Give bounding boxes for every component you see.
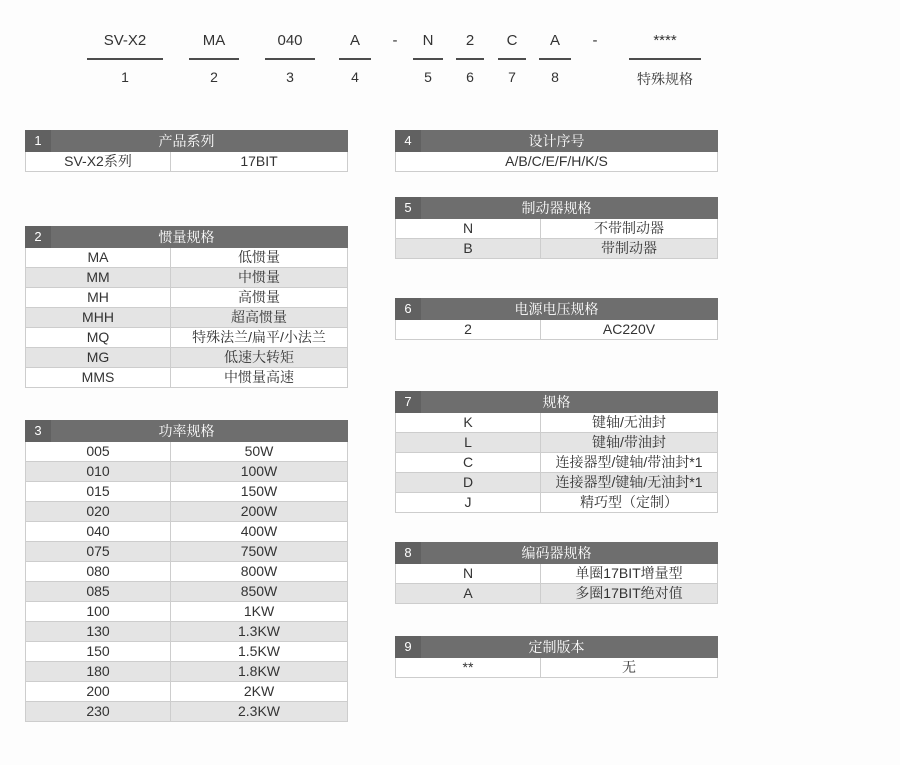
table-cell: A xyxy=(396,584,541,603)
code-segment-text: A xyxy=(539,32,571,60)
table-cell: 130 xyxy=(26,622,171,641)
code-segment-number: 特殊规格 xyxy=(637,71,693,87)
table-cell: ** xyxy=(396,658,541,677)
table-cell: 230 xyxy=(26,702,171,721)
code-segment-voltage xyxy=(456,32,484,85)
code-segment-text: SV-X2 xyxy=(87,32,163,60)
table-row xyxy=(25,482,348,502)
table-number: 6 xyxy=(395,298,421,320)
table-row xyxy=(25,442,348,462)
table-title: 设计序号 xyxy=(528,133,585,149)
spec-table-3 xyxy=(25,420,348,722)
table-row xyxy=(25,248,348,268)
table-cell: 750W xyxy=(240,543,278,559)
code-segment-encoder xyxy=(539,32,571,85)
table-number: 7 xyxy=(395,391,421,413)
table-row xyxy=(25,702,348,722)
table-cell: SV-X2系列 xyxy=(26,152,171,171)
code-segment-number: 2 xyxy=(210,69,218,85)
table-cell: N xyxy=(396,219,541,238)
table-row xyxy=(395,219,718,239)
code-segment-custom xyxy=(629,32,701,89)
table-cell: L xyxy=(396,433,541,452)
table-cell: 带制动器 xyxy=(601,240,657,256)
table-row xyxy=(25,562,348,582)
table-row xyxy=(395,564,718,584)
code-segment-text: 040 xyxy=(265,32,315,60)
table-row xyxy=(25,462,348,482)
table-header xyxy=(395,298,718,320)
table-row xyxy=(395,239,718,259)
code-segment-text: **** xyxy=(629,32,701,60)
spec-table-1 xyxy=(25,130,348,172)
table-number: 5 xyxy=(395,197,421,219)
table-cell: MA xyxy=(26,248,171,267)
code-segment-number: 3 xyxy=(286,69,294,85)
table-cell: 17BIT xyxy=(240,153,278,169)
table-number: 8 xyxy=(395,542,421,564)
table-number: 4 xyxy=(395,130,421,152)
table-header xyxy=(25,130,348,152)
code-segment-text: N xyxy=(413,32,443,60)
table-number: 3 xyxy=(25,420,51,442)
table-row xyxy=(25,502,348,522)
table-title: 制动器规格 xyxy=(521,200,592,216)
table-cell: 不带制动器 xyxy=(594,220,664,236)
table-header xyxy=(395,636,718,658)
spec-table-8 xyxy=(395,542,718,604)
table-cell: 中惯量 xyxy=(238,269,280,285)
code-segment-inertia xyxy=(189,32,239,85)
table-cell: MQ xyxy=(26,328,171,347)
table-row xyxy=(25,268,348,288)
table-row xyxy=(395,453,718,473)
table-cell: 200 xyxy=(26,682,171,701)
table-row xyxy=(25,348,348,368)
table-cell: MG xyxy=(26,348,171,367)
table-cell: 020 xyxy=(26,502,171,521)
table-cell: K xyxy=(396,413,541,432)
spec-table-5 xyxy=(395,197,718,259)
table-header xyxy=(25,226,348,248)
code-segment-dash xyxy=(381,32,409,67)
table-row xyxy=(395,433,718,453)
table-cell: 150W xyxy=(240,483,278,499)
spec-table-6 xyxy=(395,298,718,340)
table-cell: 085 xyxy=(26,582,171,601)
table-cell: 200W xyxy=(240,503,278,519)
table-cell: MM xyxy=(26,268,171,287)
table-row xyxy=(395,320,718,340)
table-cell: 075 xyxy=(26,542,171,561)
table-cell: 精巧型（定制） xyxy=(580,494,678,510)
table-title: 功率规格 xyxy=(158,423,215,439)
table-row xyxy=(25,288,348,308)
table-row xyxy=(25,308,348,328)
table-cell: 400W xyxy=(240,523,278,539)
code-segment-dash xyxy=(581,32,609,67)
table-row xyxy=(25,542,348,562)
table-header xyxy=(395,542,718,564)
table-row xyxy=(25,602,348,622)
table-row xyxy=(25,662,348,682)
code-segment-spec xyxy=(498,32,526,85)
spec-table-2 xyxy=(25,226,348,388)
table-cell: 50W xyxy=(244,443,274,459)
table-cell: 中惯量高速 xyxy=(224,369,294,385)
table-cell: 1.5KW xyxy=(237,643,280,659)
code-segment-text: 2 xyxy=(456,32,484,60)
table-cell: 键轴/无油封 xyxy=(592,414,666,430)
table-cell: 015 xyxy=(26,482,171,501)
table-row xyxy=(395,584,718,604)
table-cell: A/B/C/E/F/H/K/S xyxy=(505,153,608,169)
table-cell: 100W xyxy=(240,463,278,479)
table-cell: 2KW xyxy=(243,683,275,699)
table-cell: 800W xyxy=(240,563,278,579)
table-row xyxy=(25,328,348,348)
code-segment-brake xyxy=(413,32,443,85)
table-cell: 多圈17BIT绝对值 xyxy=(575,585,683,601)
code-segment-number: 5 xyxy=(424,69,432,85)
spec-table-4 xyxy=(395,130,718,172)
code-segment-power xyxy=(265,32,315,85)
table-title: 电源电压规格 xyxy=(514,301,599,317)
code-segment-series xyxy=(87,32,163,85)
spec-table-9 xyxy=(395,636,718,678)
table-row xyxy=(25,682,348,702)
model-code-row xyxy=(0,32,900,102)
code-segment-number: 6 xyxy=(466,69,474,85)
table-row xyxy=(25,642,348,662)
code-segment-number: 1 xyxy=(121,69,129,85)
table-cell: 无 xyxy=(622,659,636,675)
right-column xyxy=(395,130,718,678)
table-cell: 150 xyxy=(26,642,171,661)
table-cell: N xyxy=(396,564,541,583)
table-cell: 850W xyxy=(240,583,278,599)
table-cell: MHH xyxy=(26,308,171,327)
table-cell: C xyxy=(396,453,541,472)
table-cell: 单圈17BIT增量型 xyxy=(575,565,683,581)
left-column xyxy=(25,130,348,722)
table-row xyxy=(395,152,718,172)
table-cell: 1.8KW xyxy=(237,663,280,679)
table-number: 9 xyxy=(395,636,421,658)
table-cell: 080 xyxy=(26,562,171,581)
code-segment-number: 4 xyxy=(351,69,359,85)
table-cell: D xyxy=(396,473,541,492)
table-cell: MMS xyxy=(26,368,171,387)
code-segment-text: C xyxy=(498,32,526,60)
code-segment-design xyxy=(339,32,371,85)
table-header xyxy=(25,420,348,442)
table-header xyxy=(395,197,718,219)
table-number: 1 xyxy=(25,130,51,152)
table-title: 产品系列 xyxy=(158,133,215,149)
table-row xyxy=(25,582,348,602)
code-segment-text: - xyxy=(592,32,598,49)
code-segment-text: MA xyxy=(189,32,239,60)
table-cell: 010 xyxy=(26,462,171,481)
table-row xyxy=(25,622,348,642)
code-segment-number: 8 xyxy=(551,69,559,85)
table-header xyxy=(395,130,718,152)
spec-table-7 xyxy=(395,391,718,513)
table-cell: 特殊法兰/扁平/小法兰 xyxy=(192,329,326,345)
table-number: 2 xyxy=(25,226,51,248)
table-cell: J xyxy=(396,493,541,512)
table-cell: 1.3KW xyxy=(237,623,280,639)
table-cell: 超高惯量 xyxy=(231,309,287,325)
table-cell: 低速大转矩 xyxy=(224,349,294,365)
table-cell: 键轴/带油封 xyxy=(592,434,666,450)
table-cell: MH xyxy=(26,288,171,307)
table-title: 惯量规格 xyxy=(158,229,215,245)
table-header xyxy=(395,391,718,413)
table-cell: 连接器型/键轴/带油封*1 xyxy=(555,454,703,470)
table-cell: 2.3KW xyxy=(237,703,280,719)
table-cell: B xyxy=(396,239,541,258)
table-row xyxy=(25,152,348,172)
table-cell: 2 xyxy=(396,320,541,339)
table-cell: 连接器型/键轴/无油封*1 xyxy=(555,474,703,490)
table-cell: 高惯量 xyxy=(238,289,280,305)
code-segment-number: 7 xyxy=(508,69,516,85)
table-cell: 005 xyxy=(26,442,171,461)
table-row xyxy=(395,658,718,678)
table-row xyxy=(25,522,348,542)
table-cell: 低惯量 xyxy=(238,249,280,265)
table-cell: 1KW xyxy=(243,603,275,619)
table-cell: 180 xyxy=(26,662,171,681)
table-row xyxy=(395,473,718,493)
table-cell: 040 xyxy=(26,522,171,541)
code-segment-text: A xyxy=(339,32,371,60)
table-row xyxy=(395,413,718,433)
code-segment-text: - xyxy=(392,32,398,49)
table-row xyxy=(395,493,718,513)
table-cell: 100 xyxy=(26,602,171,621)
table-row xyxy=(25,368,348,388)
table-cell: AC220V xyxy=(602,321,656,337)
table-title: 定制版本 xyxy=(528,639,585,655)
table-title: 编码器规格 xyxy=(521,545,592,561)
table-title: 规格 xyxy=(542,394,571,410)
